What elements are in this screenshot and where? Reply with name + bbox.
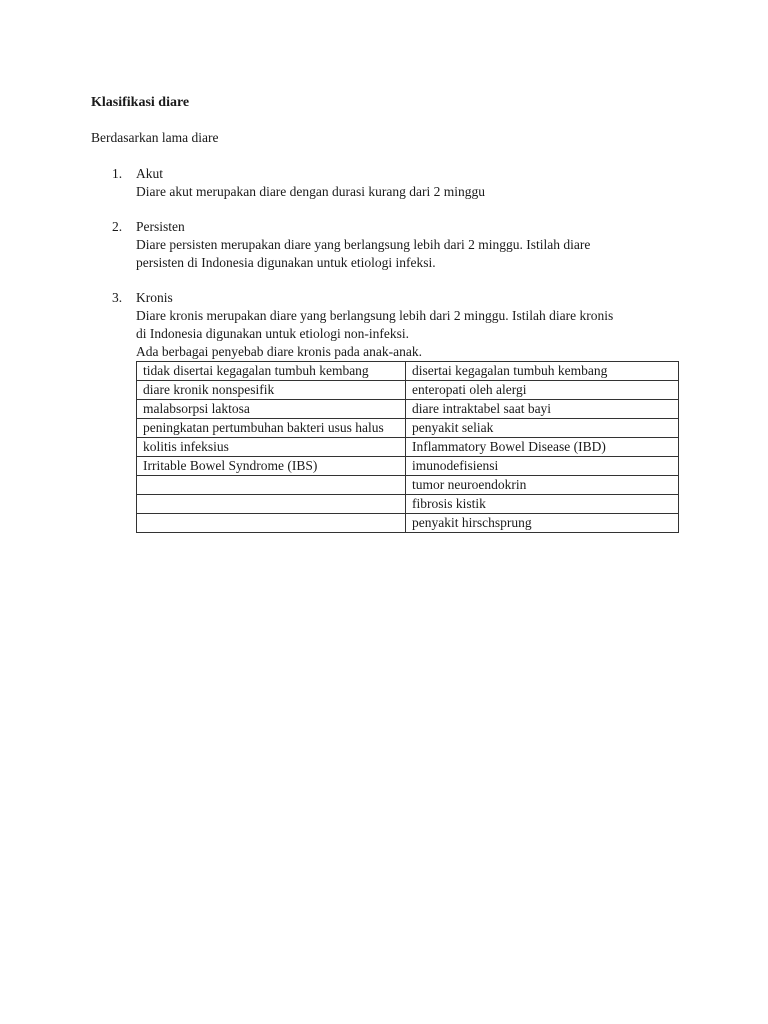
list-number: 2. [112,219,123,234]
table-cell: peningkatan pertumbuhan bakteri usus halus [137,419,406,438]
list-line: Diare persisten merupakan diare yang berlangsung lebih dari 2 minggu. Istilah diare [136,237,591,252]
table-row [137,438,679,457]
list-number: 1. [112,166,123,181]
table-cell: diare intraktabel saat bayi [406,400,679,419]
table-row [137,514,679,533]
document-title: Klasifikasi diare [91,95,190,110]
table-cell: kolitis infeksius [137,438,406,457]
table-cell [137,514,406,533]
table-cell [137,495,406,514]
table-row [137,476,679,495]
table-cell: malabsorpsi laktosa [137,400,406,419]
table-cell: disertai kegagalan tumbuh kembang [406,362,679,381]
list-line: Ada berbagai penyebab diare kronis pada anak-anak. [136,344,422,359]
list-line: Diare akut merupakan diare dengan durasi kurang dari 2 minggu [136,184,486,199]
table-cell: tumor neuroendokrin [406,476,679,495]
list-line: di Indonesia digunakan untuk etiologi non-infeksi. [136,326,409,341]
table-row [137,381,679,400]
intro-text: Berdasarkan lama diare [91,130,219,145]
table-cell: penyakit seliak [406,419,679,438]
list-number: 3. [112,290,123,305]
table-cell: Irritable Bowel Syndrome (IBS) [137,457,406,476]
table-cell: fibrosis kistik [406,495,679,514]
table-row [137,362,679,381]
table-row [137,419,679,438]
causes-table [136,361,679,533]
table-cell [137,476,406,495]
table-cell: penyakit hirschsprung [406,514,679,533]
list-heading: Akut [136,166,163,181]
list-content [136,165,682,201]
list-line: Diare kronis merupakan diare yang berlangsung lebih dari 2 minggu. Istilah diare kronis [136,308,614,323]
list-content [136,218,682,272]
table-cell: diare kronik nonspesifik [137,381,406,400]
list-line: persisten di Indonesia digunakan untuk etiologi infeksi. [136,255,436,270]
list-heading: Kronis [136,290,173,305]
table-row [137,457,679,476]
list-content [136,289,682,361]
table-cell: Inflammatory Bowel Disease (IBD) [406,438,679,457]
table-row [137,400,679,419]
table-row [137,495,679,514]
list-heading: Persisten [136,219,185,234]
table-cell: enteropati oleh alergi [406,381,679,400]
table-cell: tidak disertai kegagalan tumbuh kembang [137,362,406,381]
table-cell: imunodefisiensi [406,457,679,476]
